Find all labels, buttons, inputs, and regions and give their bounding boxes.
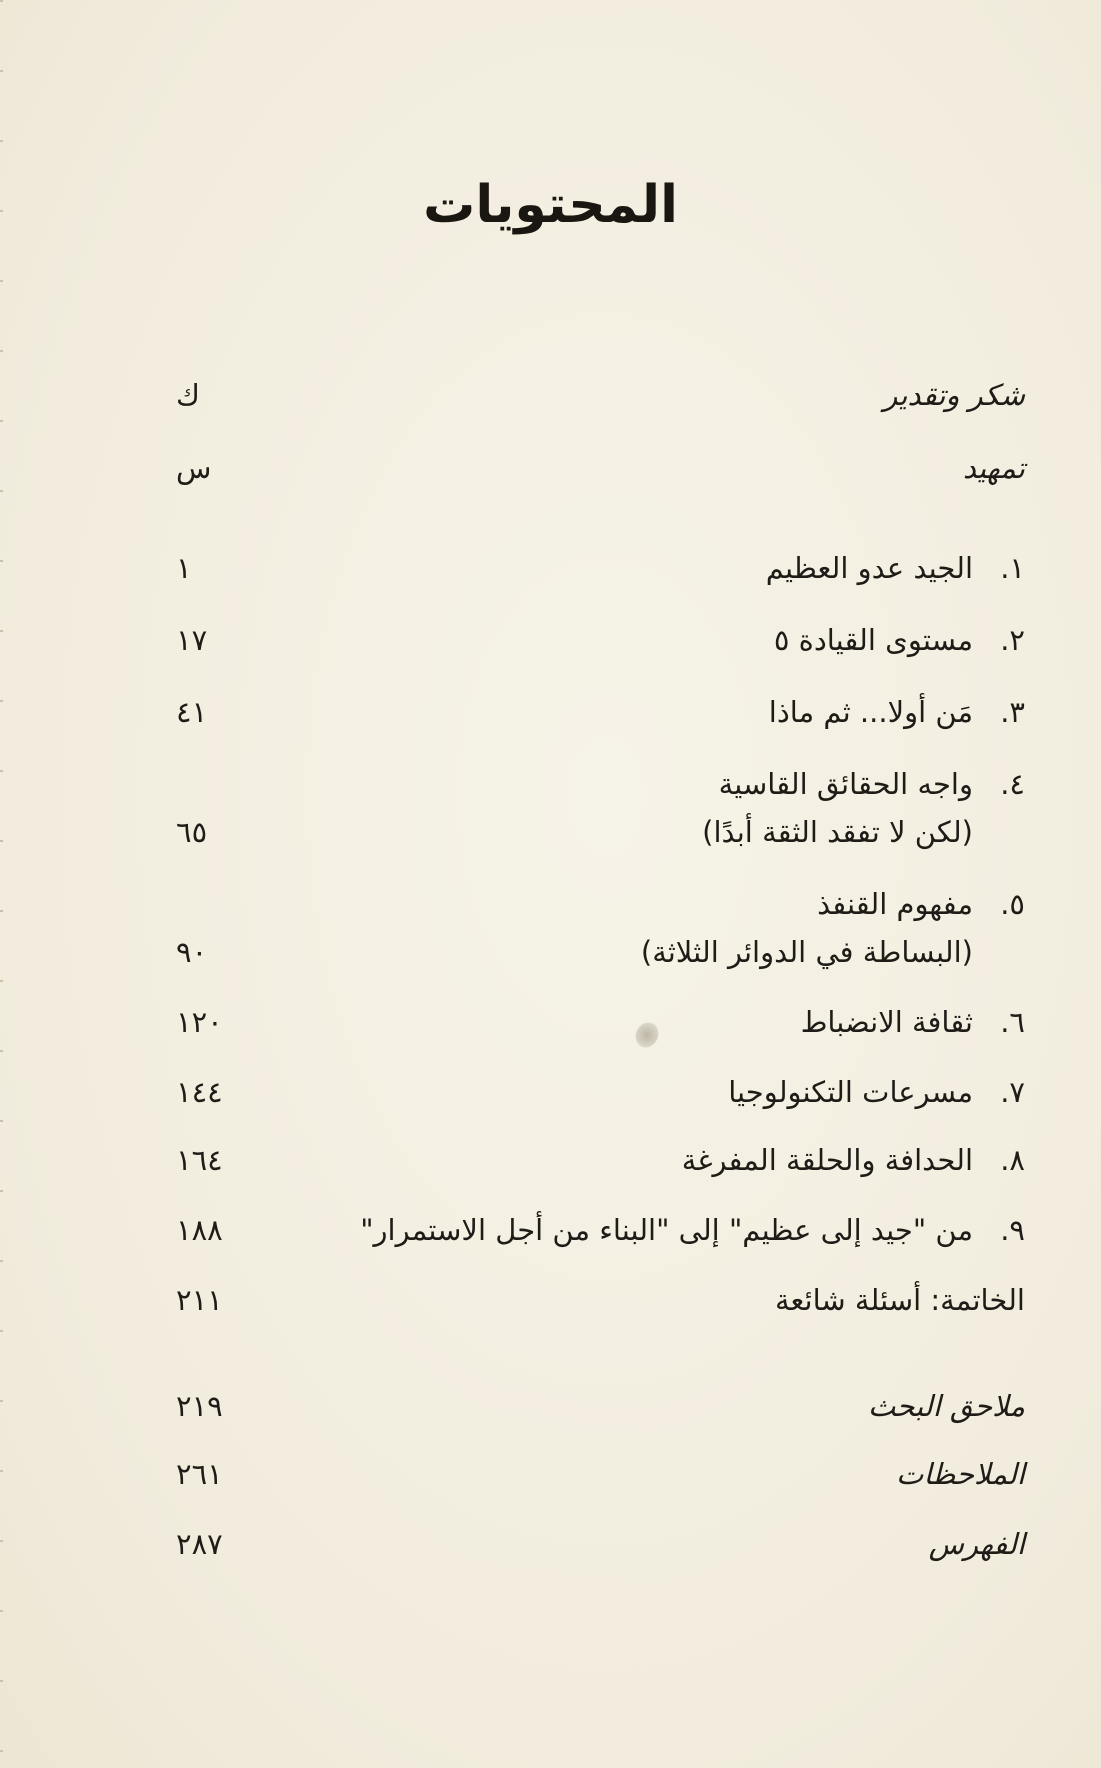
page-title: المحتويات: [423, 175, 678, 235]
toc-entry-chapter-4: [176, 762, 1025, 854]
toc-entry-title: من "جيد إلى عظيم" إلى "البناء من أجل الاستمرار": [360, 1213, 973, 1247]
toc-page-number: ١٧: [176, 623, 208, 657]
chapter-number: ٧.: [1000, 1075, 1025, 1109]
toc-entry-appendices: [176, 1384, 1025, 1428]
toc-page-number: ١٦٤: [176, 1143, 223, 1177]
chapter-number: ٣.: [1000, 695, 1025, 729]
toc-entry-index: [176, 1522, 1025, 1566]
toc-entry-epilogue: [176, 1278, 1025, 1322]
toc-entry-subtitle: (لكن لا تفقد الثقة أبدًا): [702, 815, 973, 849]
chapter-number: ٩.: [1000, 1213, 1025, 1247]
toc-entry-title: مَن أولا... ثم ماذا: [768, 695, 973, 729]
toc-entry-title: الملاحظات: [896, 1457, 1025, 1491]
toc-entry-chapter-5: [176, 882, 1025, 974]
toc-entry-chapter-7: [176, 1070, 1025, 1114]
toc-entry-title: الفهرس: [928, 1527, 1025, 1561]
toc-entry-preface: [176, 446, 1025, 490]
toc-entry-title: مفهوم القنفذ: [817, 887, 973, 921]
toc-entry-chapter-9: [176, 1208, 1025, 1252]
toc-entry-title: الحدافة والحلقة المفرغة: [681, 1143, 973, 1177]
toc-page-number: ٢٨٧: [176, 1527, 223, 1561]
toc-entry-title: ملاحق البحث: [867, 1389, 1025, 1423]
chapter-number: ٤.: [1000, 767, 1025, 801]
toc-page-number: ٢٦١: [176, 1457, 223, 1491]
toc-page-number: ١٢٠: [176, 1005, 223, 1039]
toc-entry-subtitle: (البساطة في الدوائر الثلاثة): [640, 935, 973, 969]
toc-entry-chapter-3: [176, 690, 1025, 734]
toc-entry-notes: [176, 1452, 1025, 1496]
toc-page-number: ١٤٤: [176, 1075, 223, 1109]
toc-entry-title: ثقافة الانضباط: [800, 1005, 973, 1039]
page-edge: [0, 0, 3, 1768]
toc-page-number: ك: [176, 378, 200, 412]
toc-page-number: ٢١١: [176, 1283, 223, 1317]
chapter-number: ١.: [1000, 551, 1025, 585]
toc-entry-title: الجيد عدو العظيم: [765, 551, 973, 585]
toc-page-number: ٦٥: [176, 815, 208, 849]
toc-entry-title: مسرعات التكنولوجيا: [728, 1075, 973, 1109]
toc-entry-chapter-6: [176, 1000, 1025, 1044]
toc-page-number: ١٨٨: [176, 1213, 223, 1247]
toc-page-number: ٩٠: [176, 935, 208, 969]
chapter-number: ٢.: [1000, 623, 1025, 657]
toc-entry-chapter-1: [176, 546, 1025, 590]
toc-entry-title: تمهيد: [962, 451, 1025, 485]
toc-entry-title: واجه الحقائق القاسية: [718, 767, 973, 801]
toc-entry-acknowledgments: [176, 373, 1025, 417]
toc-entry-title: مستوى القيادة ٥: [773, 623, 973, 657]
toc-page-number: ١: [176, 551, 192, 585]
toc-page-number: س: [176, 451, 212, 485]
toc-entry-title: شكر وتقدير: [883, 378, 1025, 412]
toc-page-number: ٢١٩: [176, 1389, 223, 1423]
toc-page-number: ٤١: [176, 695, 208, 729]
toc-entry-title: الخاتمة: أسئلة شائعة: [774, 1283, 1025, 1317]
chapter-number: ٨.: [1000, 1143, 1025, 1177]
chapter-number: ٦.: [1000, 1005, 1025, 1039]
toc-entry-chapter-8: [176, 1138, 1025, 1182]
toc-entry-chapter-2: [176, 618, 1025, 662]
chapter-number: ٥.: [1000, 887, 1025, 921]
